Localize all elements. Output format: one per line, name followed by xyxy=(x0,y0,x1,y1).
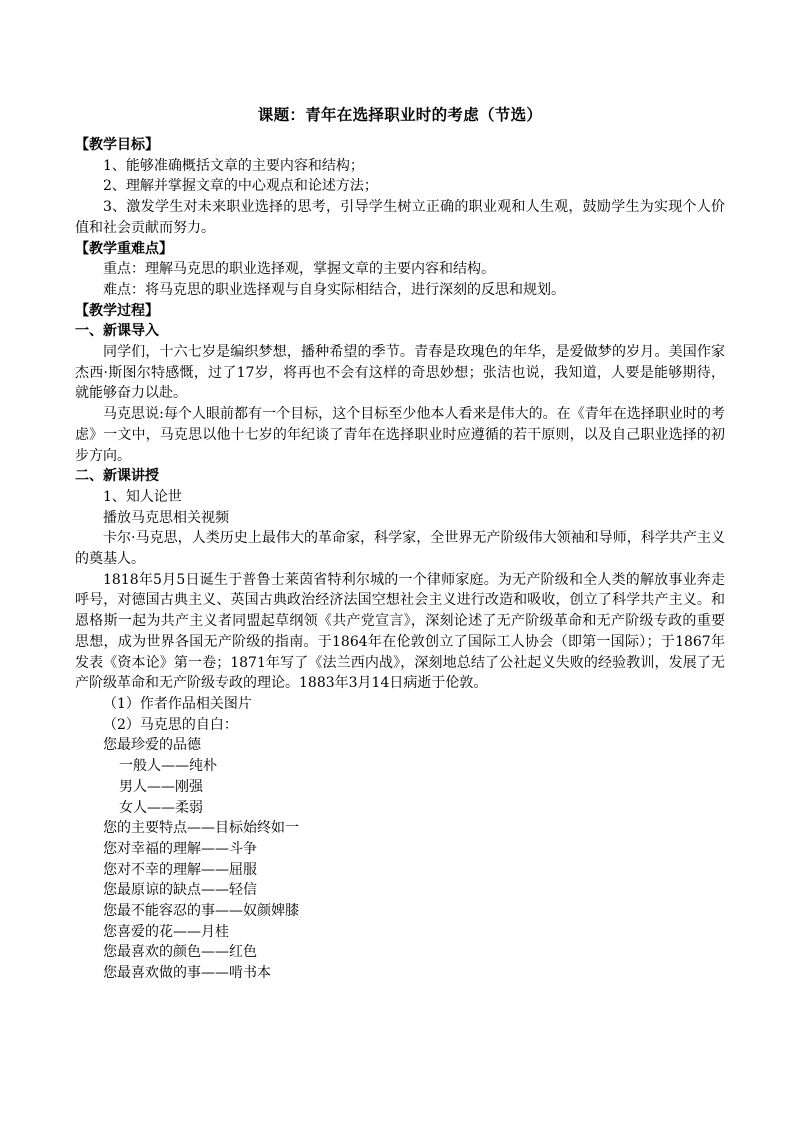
confession-qa: 您喜爱的花——月桂 xyxy=(103,923,229,940)
confession-qa: 您最喜欢做的事——啃书本 xyxy=(103,965,271,982)
intro-paragraph: 马克思说:每个人眼前都有一个目标，这个目标至少他本人看来是伟大的。在《青年在选择职业时的考虑》一文中，马克思以他十七岁的年纪谈了青年在选择职业时应遵循的若干原则，以及自己职业选择的初步方向。 xyxy=(75,406,725,464)
confession-qa: 您对幸福的理解——斗争 xyxy=(103,840,257,857)
confession-qa: 您最原谅的缺点——轻信 xyxy=(103,882,257,899)
confession-qa: 您对不幸的理解——屈服 xyxy=(103,861,257,878)
marx-bio-paragraph: 1818年5月5日诞生于普鲁士莱茵省特利尔城的一个律师家庭。为无产阶级和全人类的解放事业奔走呼号，对德国古典主义、英国古典政治经济法国空想社会主义进行改造和吸收，创立了科学共产主义。和恩格斯一起为共产主义者同盟起草纲领《共产党宣言》，深刻论述了无产阶级革命和无产阶级专政的重要思想，成为世界各国无产阶级的指南。于1864年在伦敦创立了国际工人协会（即第一国际）；于1867年发表《资本论》第一卷；1871年写了《法兰西内战》，深刻地总结了公社起义失败的经验教训，发展了无产阶级革命和无产阶级专政的理论。1883年3月14日病逝于伦敦。 xyxy=(75,571,725,692)
confession-question: 您最珍爱的品德 xyxy=(103,737,201,754)
process-heading: 【教学过程】 xyxy=(75,302,159,319)
section-heading-lecture: 二、新课讲授 xyxy=(75,468,159,485)
lesson-plan xyxy=(75,104,725,984)
confession-qa: 您的主要特点——目标始终如一 xyxy=(103,820,299,837)
list-item: （1）作者作品相关图片 xyxy=(103,695,252,712)
subsection-heading: 1、知人论世 xyxy=(103,488,182,505)
list-item: （2）马克思的自白： xyxy=(103,716,238,733)
key-point-item: 难点：将马克思的职业选择观与自身实际相结合，进行深刻的反思和规划。 xyxy=(103,281,565,298)
key-point-item: 重点：理解马克思的职业选择观，掌握文章的主要内容和结构。 xyxy=(103,261,495,278)
video-note: 播放马克思相关视频 xyxy=(103,509,229,526)
section-heading-intro: 一、新课导入 xyxy=(75,323,159,340)
objective-item: 3、激发学生对未来职业选择的思考，引导学生树立正确的职业观和人生观，鼓励学生为实现个人价值和社会贡献而努力。 xyxy=(75,199,725,236)
confession-answer: 女人——柔弱 xyxy=(119,799,203,816)
confession-answer: 男人——刚强 xyxy=(119,778,203,795)
confession-answer: 一般人——纯朴 xyxy=(119,758,217,775)
intro-paragraph: 同学们，十六七岁是编织梦想，播种希望的季节。青春是玫瑰色的年华，是爱做梦的岁月。美国作家杰西·斯图尔特感慨，过了17岁，将再也不会有这样的奇思妙想；张洁也说，我知道，人要是能够期待，就能够奋力以赴。 xyxy=(75,344,725,402)
objectives-heading: 【教学目标】 xyxy=(75,137,159,153)
confession-qa: 您最不能容忍的事——奴颜婢膝 xyxy=(103,903,299,920)
key-points-heading: 【教学重难点】 xyxy=(75,240,173,257)
objective-item: 2、理解并掌握文章的中心观点和论述方法； xyxy=(103,178,378,195)
marx-bio-paragraph: 卡尔·马克思，人类历史上最伟大的革命家，科学家，全世界无产阶级伟大领袖和导师，科学共产主义的奠基人。 xyxy=(75,530,725,568)
page-title: 课题：青年在选择职业时的考虑（节选） xyxy=(257,105,543,124)
confession-qa: 您最喜欢的颜色——红色 xyxy=(103,944,257,961)
objective-item: 1、能够准确概括文章的主要内容和结构； xyxy=(103,157,364,174)
